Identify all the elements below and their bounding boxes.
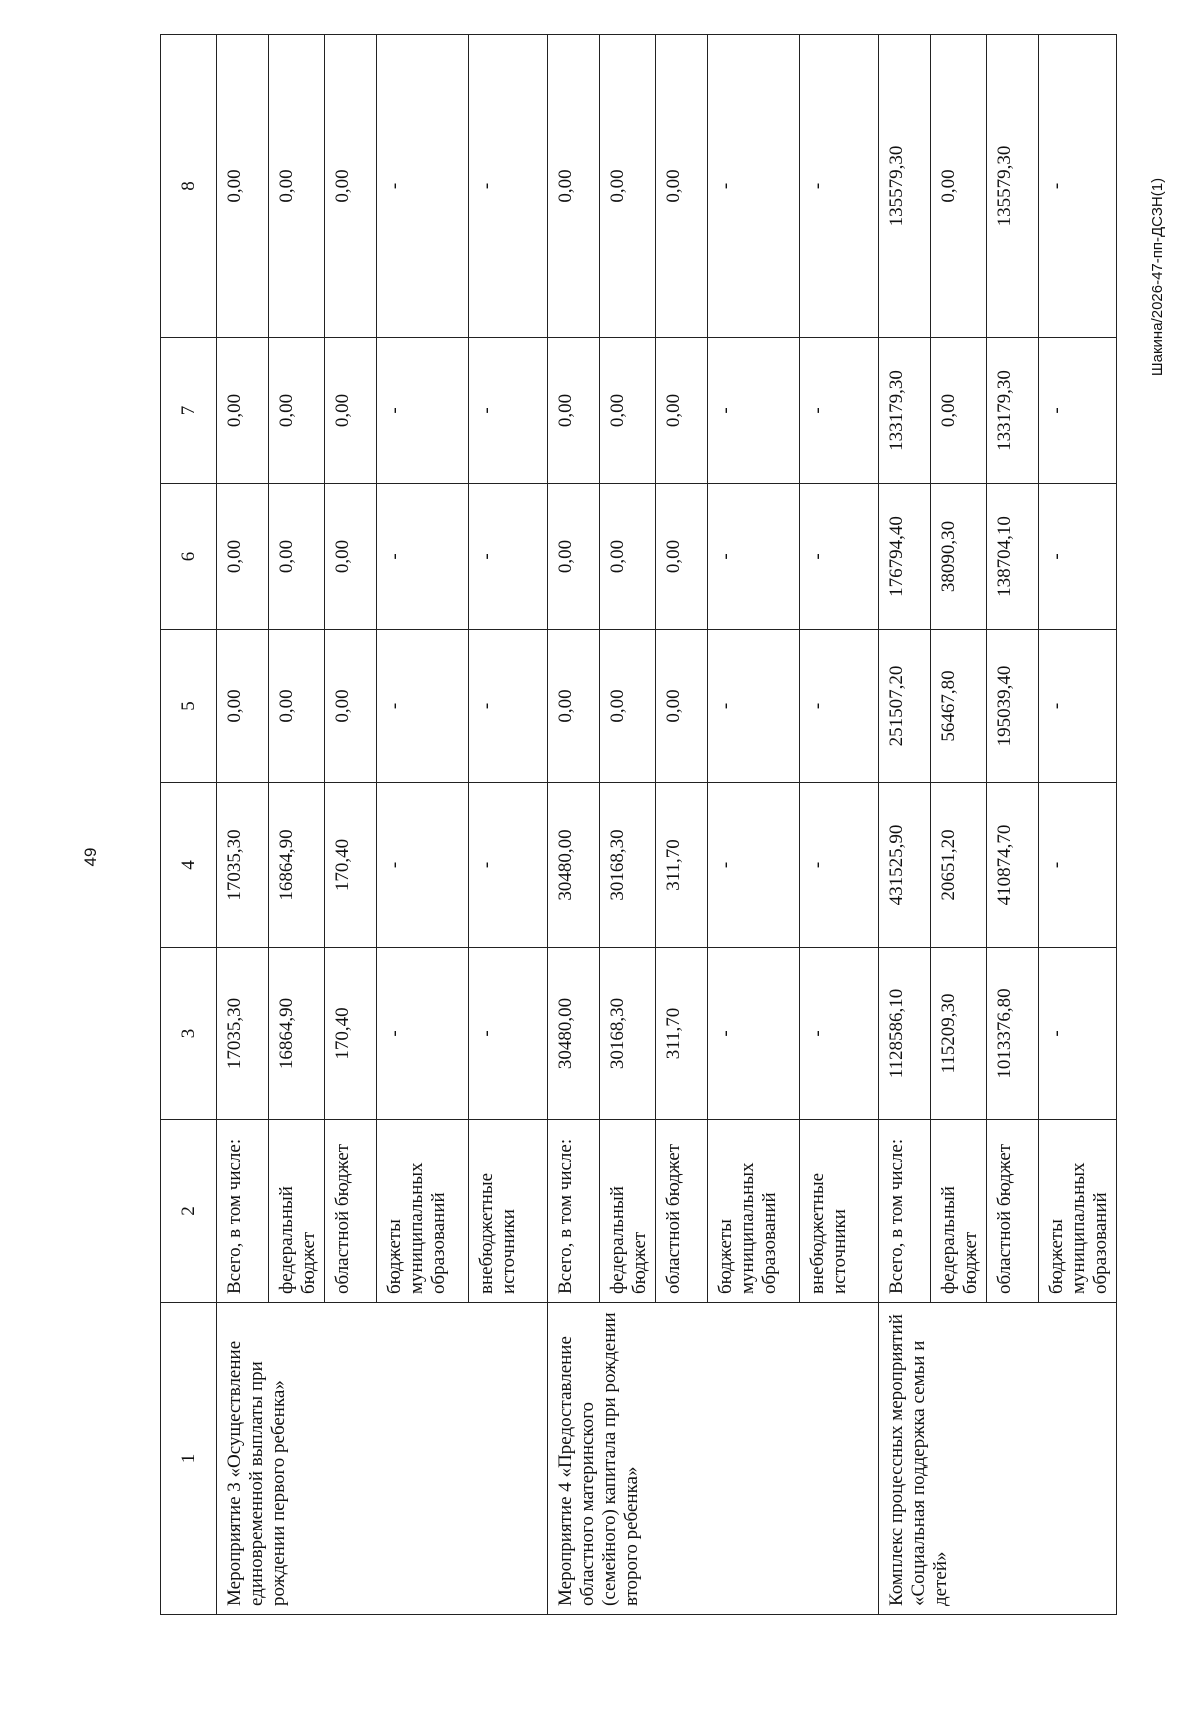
amount-cell: 0,00 [269,35,325,338]
budget-grid [160,34,1117,1615]
budget-table [160,35,1111,1615]
funding-source: федеральный бюджет [269,1120,325,1303]
amount-cell: 135579,30 [987,35,1039,338]
column-header: 2 [161,1120,217,1303]
amount-cell: 170,40 [325,783,377,948]
amount-cell: 0,00 [217,630,269,783]
amount-cell: 0,00 [217,35,269,338]
amount-cell: - [469,948,548,1120]
amount-cell: - [469,484,548,630]
amount-cell: - [800,35,879,338]
amount-cell: 138704,10 [987,484,1039,630]
amount-cell: 170,40 [325,948,377,1120]
amount-cell: 0,00 [931,338,987,484]
activity-title: Мероприятие 4 «Предоставление областного материнского (семейного) капитала при рождении второго ребенка» [548,1303,879,1615]
funding-source: Всего, в том числе: [879,1120,931,1303]
funding-source: внебюджетные источники [469,1120,548,1303]
funding-source: областной бюджет [656,1120,708,1303]
amount-cell: - [469,630,548,783]
funding-source: бюджеты муниципальных образований [377,1120,469,1303]
amount-cell: - [1039,948,1117,1120]
funding-source: Всего, в том числе: [548,1120,600,1303]
column-header: 4 [161,783,217,948]
document-code: Шакина/2026-47-пп-ДСЗН(1) [1149,177,1166,377]
amount-cell: - [377,484,469,630]
amount-cell: 0,00 [325,338,377,484]
amount-cell: 0,00 [548,630,600,783]
amount-cell: - [1039,630,1117,783]
amount-cell: 0,00 [269,484,325,630]
amount-cell: 0,00 [325,484,377,630]
amount-cell: 0,00 [600,35,656,338]
funding-source: внебюджетные источники [800,1120,879,1303]
amount-cell: 251507,20 [879,630,931,783]
amount-cell: - [708,484,800,630]
amount-cell: - [1039,35,1117,338]
amount-cell: 410874,70 [987,783,1039,948]
column-header: 8 [161,35,217,338]
header-row [161,35,217,1615]
amount-cell: - [377,948,469,1120]
table-row [217,35,269,1615]
amount-cell: - [708,35,800,338]
amount-cell: 17035,30 [217,948,269,1120]
amount-cell: 311,70 [656,948,708,1120]
amount-cell: 176794,40 [879,484,931,630]
amount-cell: 0,00 [548,484,600,630]
amount-cell: - [469,338,548,484]
column-header: 7 [161,338,217,484]
amount-cell: - [1039,783,1117,948]
funding-source: Всего, в том числе: [217,1120,269,1303]
amount-cell: 135579,30 [879,35,931,338]
amount-cell: - [377,630,469,783]
page-number: 49 [81,847,100,867]
amount-cell: 0,00 [325,35,377,338]
amount-cell: - [708,630,800,783]
funding-source: бюджеты муниципальных образований [1039,1120,1117,1303]
amount-cell: 0,00 [600,338,656,484]
amount-cell: - [377,783,469,948]
amount-cell: 115209,30 [931,948,987,1120]
amount-cell: 20651,20 [931,783,987,948]
amount-cell: 0,00 [931,35,987,338]
amount-cell: - [708,338,800,484]
amount-cell: 0,00 [656,630,708,783]
table-row [548,35,600,1615]
column-header: 5 [161,630,217,783]
amount-cell: - [800,783,879,948]
amount-cell: 0,00 [269,338,325,484]
amount-cell: 0,00 [656,338,708,484]
funding-source: областной бюджет [325,1120,377,1303]
funding-source: федеральный бюджет [600,1120,656,1303]
amount-cell: 16864,90 [269,948,325,1120]
activity-title: Мероприятие 3 «Осуществление единовременной выплаты при рождении первого ребенка» [217,1303,548,1615]
amount-cell: 30168,30 [600,948,656,1120]
amount-cell: 195039,40 [987,630,1039,783]
funding-source: областной бюджет [987,1120,1039,1303]
amount-cell: - [469,783,548,948]
amount-cell: 0,00 [600,484,656,630]
amount-cell: - [800,630,879,783]
amount-cell: 133179,30 [879,338,931,484]
column-header: 1 [161,1303,217,1615]
amount-cell: 0,00 [325,630,377,783]
amount-cell: - [800,948,879,1120]
amount-cell: 0,00 [217,484,269,630]
activity-title: Комплекс процессных мероприятий «Социальная поддержка семьи и детей» [879,1303,1117,1615]
amount-cell: 0,00 [548,35,600,338]
amount-cell: 0,00 [269,630,325,783]
amount-cell: - [708,783,800,948]
table-row [879,35,931,1615]
amount-cell: 1013376,80 [987,948,1039,1120]
amount-cell: 311,70 [656,783,708,948]
amount-cell: 0,00 [656,484,708,630]
amount-cell: 133179,30 [987,338,1039,484]
amount-cell: - [469,35,548,338]
amount-cell: 0,00 [600,630,656,783]
amount-cell: 56467,80 [931,630,987,783]
amount-cell: 30480,00 [548,783,600,948]
amount-cell: 16864,90 [269,783,325,948]
amount-cell: - [377,338,469,484]
amount-cell: - [800,484,879,630]
amount-cell: - [377,35,469,338]
amount-cell: 38090,30 [931,484,987,630]
funding-source: бюджеты муниципальных образований [708,1120,800,1303]
amount-cell: 17035,30 [217,783,269,948]
amount-cell: - [1039,484,1117,630]
amount-cell: 0,00 [656,35,708,338]
amount-cell: 0,00 [217,338,269,484]
amount-cell: - [800,338,879,484]
amount-cell: 30480,00 [548,948,600,1120]
column-header: 3 [161,948,217,1120]
amount-cell: 1128586,10 [879,948,931,1120]
amount-cell: 30168,30 [600,783,656,948]
amount-cell: - [1039,338,1117,484]
amount-cell: 431525,90 [879,783,931,948]
amount-cell: - [708,948,800,1120]
funding-source: федеральный бюджет [931,1120,987,1303]
column-header: 6 [161,484,217,630]
amount-cell: 0,00 [548,338,600,484]
